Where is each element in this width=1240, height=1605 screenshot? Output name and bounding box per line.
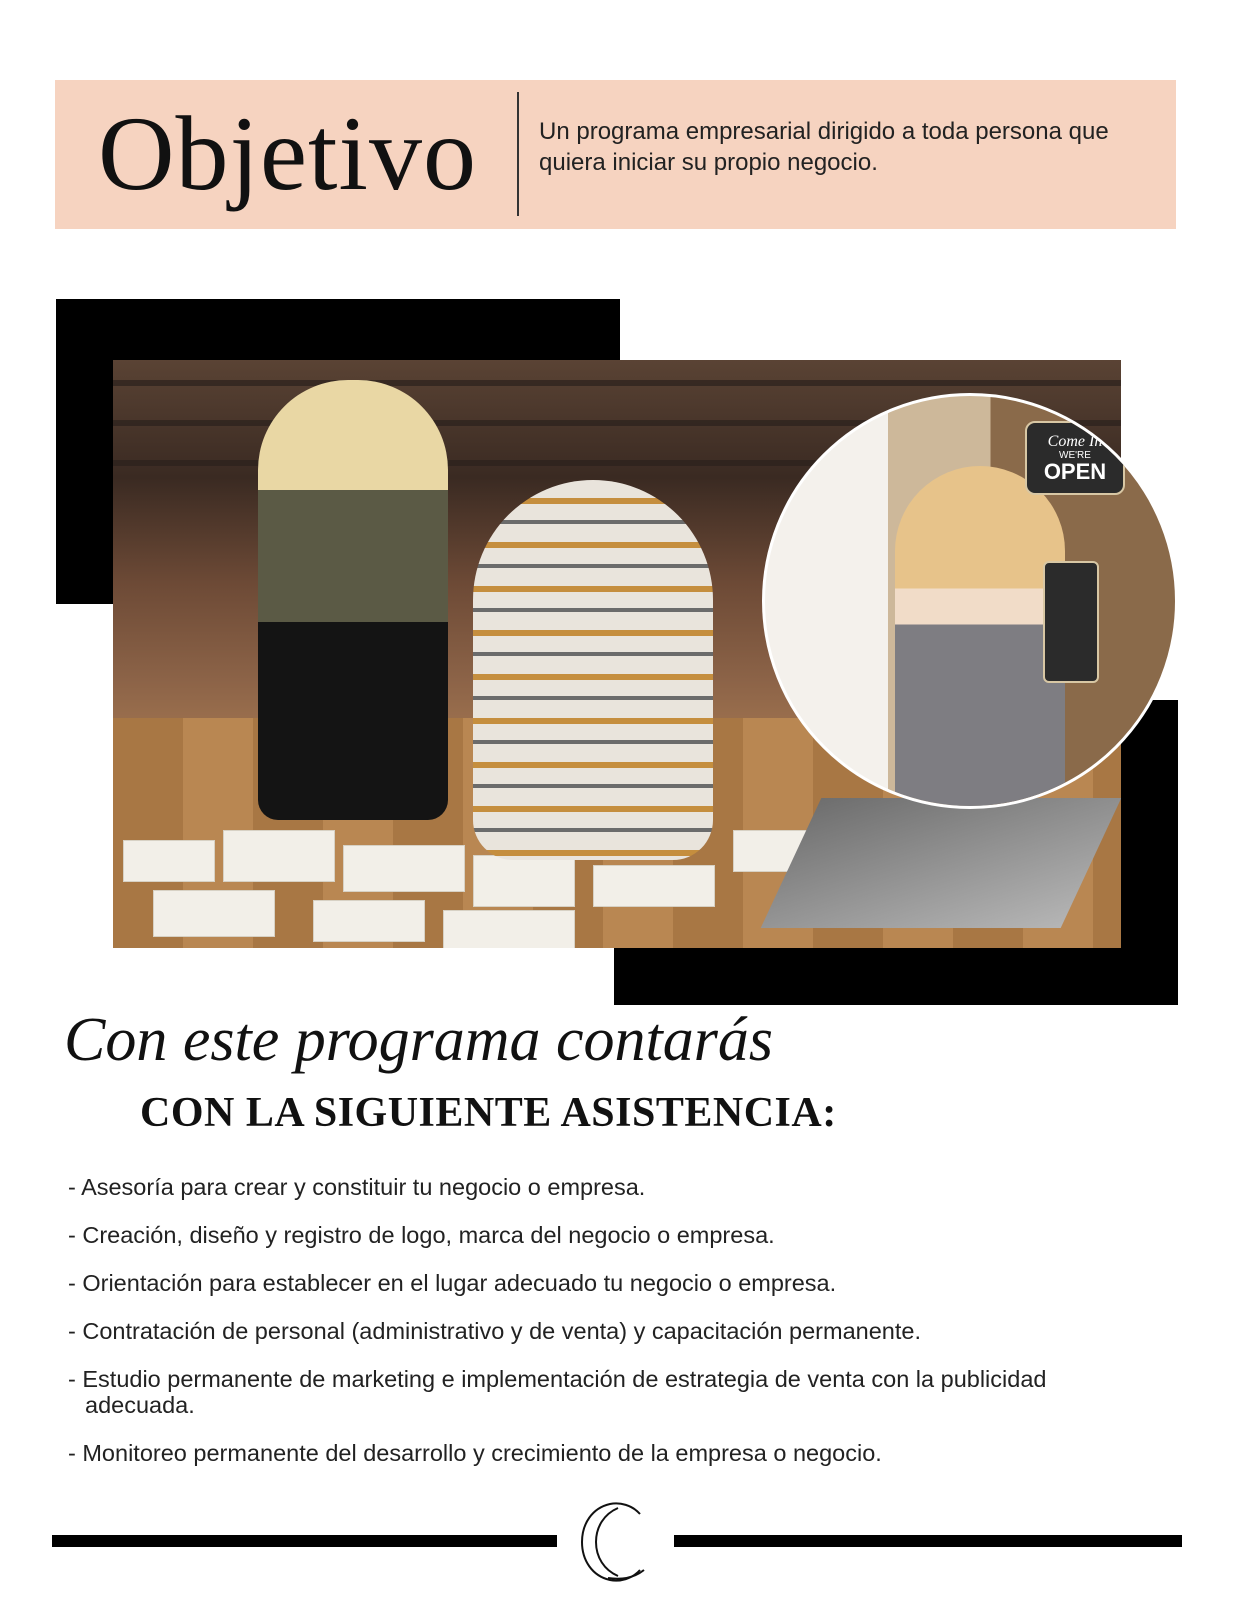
banner-divider [517, 92, 519, 216]
list-item: - Asesoría para crear y constituir tu negocio o empresa. [68, 1174, 1148, 1200]
open-sign [1025, 421, 1125, 495]
services-list [68, 1174, 1148, 1488]
list-item: - Estudio permanente de marketing e implementación de estrategia de venta con la publicidad adecuada. [68, 1366, 1148, 1418]
banner-title: Objetivo [98, 95, 477, 212]
objective-banner [55, 80, 1176, 229]
footer-rule-right [674, 1535, 1182, 1547]
open-sign-line3: OPEN [1043, 458, 1107, 484]
man-kneeling-figure [473, 480, 713, 860]
list-item: - Orientación para establecer en el lugar adecuado tu negocio o empresa. [68, 1270, 1148, 1296]
list-item: - Monitoreo permanente del desarrollo y crecimiento de la empresa o negocio. [68, 1440, 1148, 1466]
headline: Con este programa contarás [64, 1006, 773, 1074]
opening-hours-card [1043, 561, 1099, 683]
double-c-monogram-icon [578, 1500, 656, 1584]
subheadline: CON LA SIGUIENTE ASISTENCIA: [140, 1090, 837, 1136]
open-sign-line2: WE'RE [1059, 449, 1091, 461]
footer-rule-left [52, 1535, 557, 1547]
list-item: - Contratación de personal (administrativo y de venta) y capacitación permanente. [68, 1318, 1148, 1344]
open-sign-line1: Come In [1047, 432, 1103, 450]
shop-owner-circle-photo [762, 393, 1178, 809]
list-item: - Creación, diseño y registro de logo, marca del negocio o empresa. [68, 1222, 1148, 1248]
shop-owner-figure [895, 466, 1065, 809]
woman-kneeling-figure [258, 380, 448, 820]
banner-description: Un programa empresarial dirigido a toda persona que quiera iniciar su propio negocio. [539, 118, 1109, 176]
laptop [761, 798, 1121, 928]
